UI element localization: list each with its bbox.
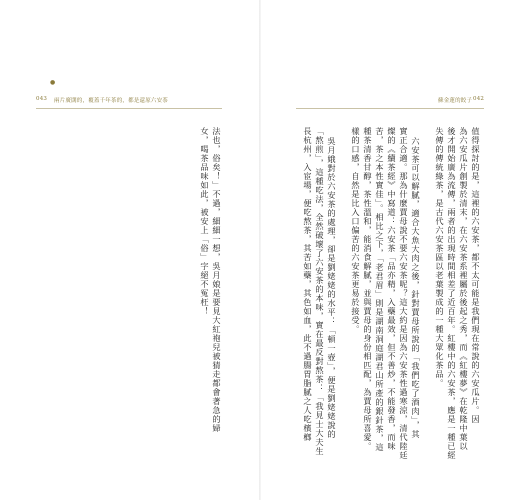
text-column: 失傳的傳統綠茶，是古代六安茶區以老葉製成的一種大眾化茶品。	[435, 127, 445, 388]
text-column: 六安茶可以解膩，適合大魚大肉之後，針對賈母所說的「我們吃了酒肉」，其	[411, 137, 421, 439]
text-column: 種茶清香甘醇，茶性溫和，能消食解膩，並與賈母的身份相匹配，為賈母所喜愛。	[363, 127, 373, 451]
text-column: 樣的口感，自然是比入口偏苦的六安茶更易於接受。	[351, 127, 361, 334]
right-header-rule	[296, 108, 484, 109]
text-column: 值得探討的是，這裡的六安茶，都不太可能是我們現在常說的六安瓜片。因	[471, 127, 481, 424]
right-running-title: 蘇金蓮的餃子	[438, 98, 473, 104]
page-gutter	[259, 0, 261, 500]
left-running-title: 兩片廣闊的，覆蓋千年茶的，都是還原六安茶	[54, 98, 169, 104]
text-column: 燦的《續茶經》中寫道：六安茶「品亦精，入藥最效，但不善炒，不能發香，而味	[387, 127, 397, 451]
right-page-number: 042	[473, 96, 485, 102]
left-header-rule	[36, 108, 222, 109]
page-mark: ●	[50, 79, 56, 86]
text-column: 女，喝茶品味如此，被安上「俗」字絕不冤枉！	[200, 127, 210, 316]
text-column: 苦，茶之本性實佳」。相比之下，「老君眉」則是湖南洞庭湖君山所產的銀針茶，這	[375, 127, 385, 452]
text-column: 長杭州，入宦場，便吃熬茶，其苦如藥，其色如血，此不過腸胃脂膩之人吃檳榔	[303, 127, 313, 442]
text-column: 「熬煎」，這種吃法，全然破壞了六安茶的本味，實在最反對熬茶：「我見士大夫生	[315, 127, 325, 456]
text-column: 吳月娥對於六安茶的處理，卻是劉姥姥的水平：「頓一壺」，便是劉姥姥說的	[327, 137, 337, 439]
text-column: 後才開始廣為流傳，兩者的出現時間相差了近百年。紅樓中的六安茶，應是一種已經	[447, 127, 457, 460]
text-column: 實正合適。那為什麼賈母說不要六安茶呢？這大約是因為六安茶性過寒涼，清代陸廷	[399, 127, 409, 460]
text-column: 為六安瓜片創製於清末，在六安茶系裡屬於後起之秀，而《紅樓夢》在乾隆中葉以	[459, 127, 469, 451]
left-page-number: 043	[36, 96, 48, 102]
text-column: 法也，俗矣！」不過，細細一想，吳月娘是要見大紅袍兒被猜走都會著急的婦	[212, 127, 222, 433]
